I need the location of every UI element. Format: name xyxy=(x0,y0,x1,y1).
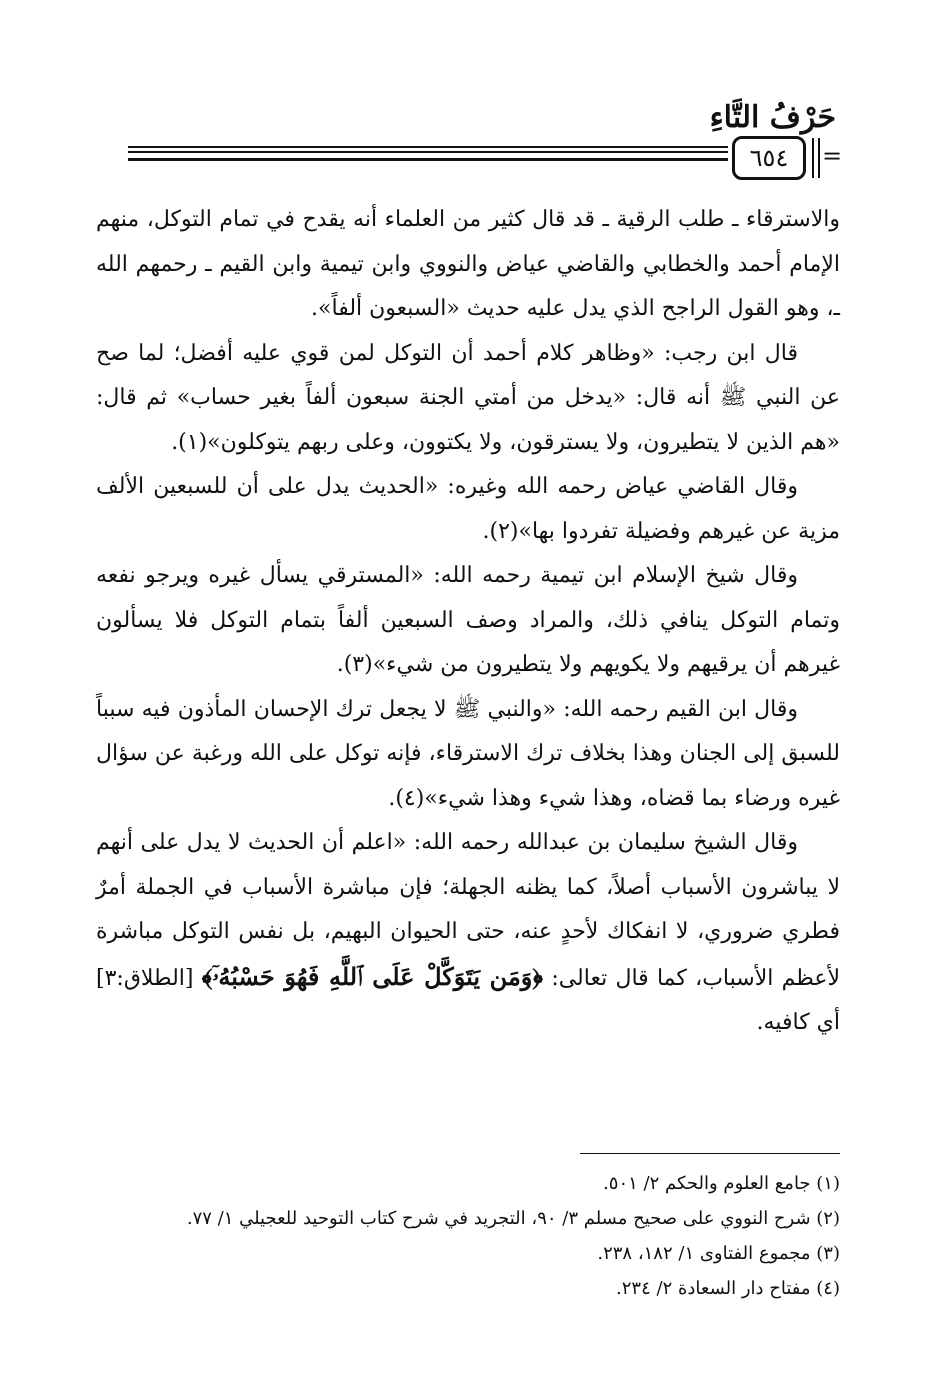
main-text xyxy=(96,198,840,1046)
header-ornament-bars xyxy=(812,138,820,178)
header-rule-middle xyxy=(128,151,728,153)
header-rule-top xyxy=(128,146,728,148)
paragraph: وقال القاضي عياض رحمه الله وغيره: «الحديث يدل على أن للسبعين الألف مزية عن غيرهم وفضيلة تفردوا بها»(٢). xyxy=(96,474,840,544)
chapter-title: حَرْفُ التَّاءِ xyxy=(709,100,836,135)
page-number: ٦٥٤ xyxy=(732,136,806,180)
paragraph-with-verse xyxy=(96,821,840,1046)
verse-citation: [الطلاق:٣] أي كافيه. xyxy=(96,965,840,1035)
paragraph: والاسترقاء ـ طلب الرقية ـ قد قال كثير من العلماء أنه يقدح في تمام التوكل، منهم الإمام أحمد والخطابي والقاضي عياض والنووي وابن تيمية وابن القيم ـ رحمهم الله ـ، وهو القول الراجح الذي يدل عليه حديث «السبعون ألفاً». xyxy=(96,207,841,321)
footnote: (٢) شرح النووي على صحيح مسلم ٣/ ٩٠، التجريد في شرح كتاب التوحيد للعجيلي ١/ ٧٧. xyxy=(186,1208,840,1229)
footnote: (٤) مفتاح دار السعادة ٢/ ٢٣٤. xyxy=(616,1278,840,1299)
paragraph: وقال شيخ الإسلام ابن تيمية رحمه الله: «المسترقي يسأل غيره ويرجو نفعه وتمام التوكل ينافي ذلك، والمراد وصف السبعين ألفاً بتمام التوكل فلا يسألون غيرهم أن يرقيهم ولا يكويهم ولا يتطيرون من شيء»(٣). xyxy=(96,563,840,677)
header-ornament-mark: = xyxy=(822,142,843,170)
paragraph: وقال ابن القيم رحمه الله: «والنبي ﷺ لا يجعل ترك الإحسان المأذون فيه سبباً للسبق إلى الجنان وهذا بخلاف ترك الاسترقاء، فإنه توكل على الله ورغبة عن سؤال غيره ورضاء بما قضاه، وهذا شيء وهذا شيء»(٤). xyxy=(96,696,840,811)
paragraph-text: وقال الشيخ سليمان بن عبدالله رحمه الله: «اعلم أن الحديث لا يدل على أنهم لا يباشرون الأسباب أصلاً، كما يظنه الجهلة؛ فإن مباشرة الأسباب في الجملة أمرٌ فطري ضروري، لا انفكاك لأحدٍ عنه، حتى الحيوان البهيم، بل نفس التوكل مباشرة لأعظم الأسباب، كما قال تعالى: xyxy=(96,830,841,991)
header-rule-bottom xyxy=(128,158,728,161)
footnotes xyxy=(96,1166,840,1306)
footnote: (١) جامع العلوم والحكم ٢/ ٥٠١. xyxy=(603,1173,840,1194)
footnote-separator xyxy=(580,1153,840,1154)
footnote: (٣) مجموع الفتاوى ١/ ١٨٢، ٢٣٨. xyxy=(597,1243,840,1264)
paragraph: قال ابن رجب: «وظاهر كلام أحمد أن التوكل لمن قوي عليه أفضل؛ لما صح عن النبي ﷺ أنه قال: «يدخل من أمتي الجنة سبعون ألفاً بغير حساب» ثم قال: «هم الذين لا يتطيرون، ولا يسترقون، ولا يكتوون، وعلى ربهم يتوكلون»(١). xyxy=(96,340,840,455)
quran-verse: ﴿وَمَن يَتَوَكَّلْ عَلَى ٱللَّهِ فَهُوَ حَسْبُهُۥٓ﴾ xyxy=(201,961,544,991)
